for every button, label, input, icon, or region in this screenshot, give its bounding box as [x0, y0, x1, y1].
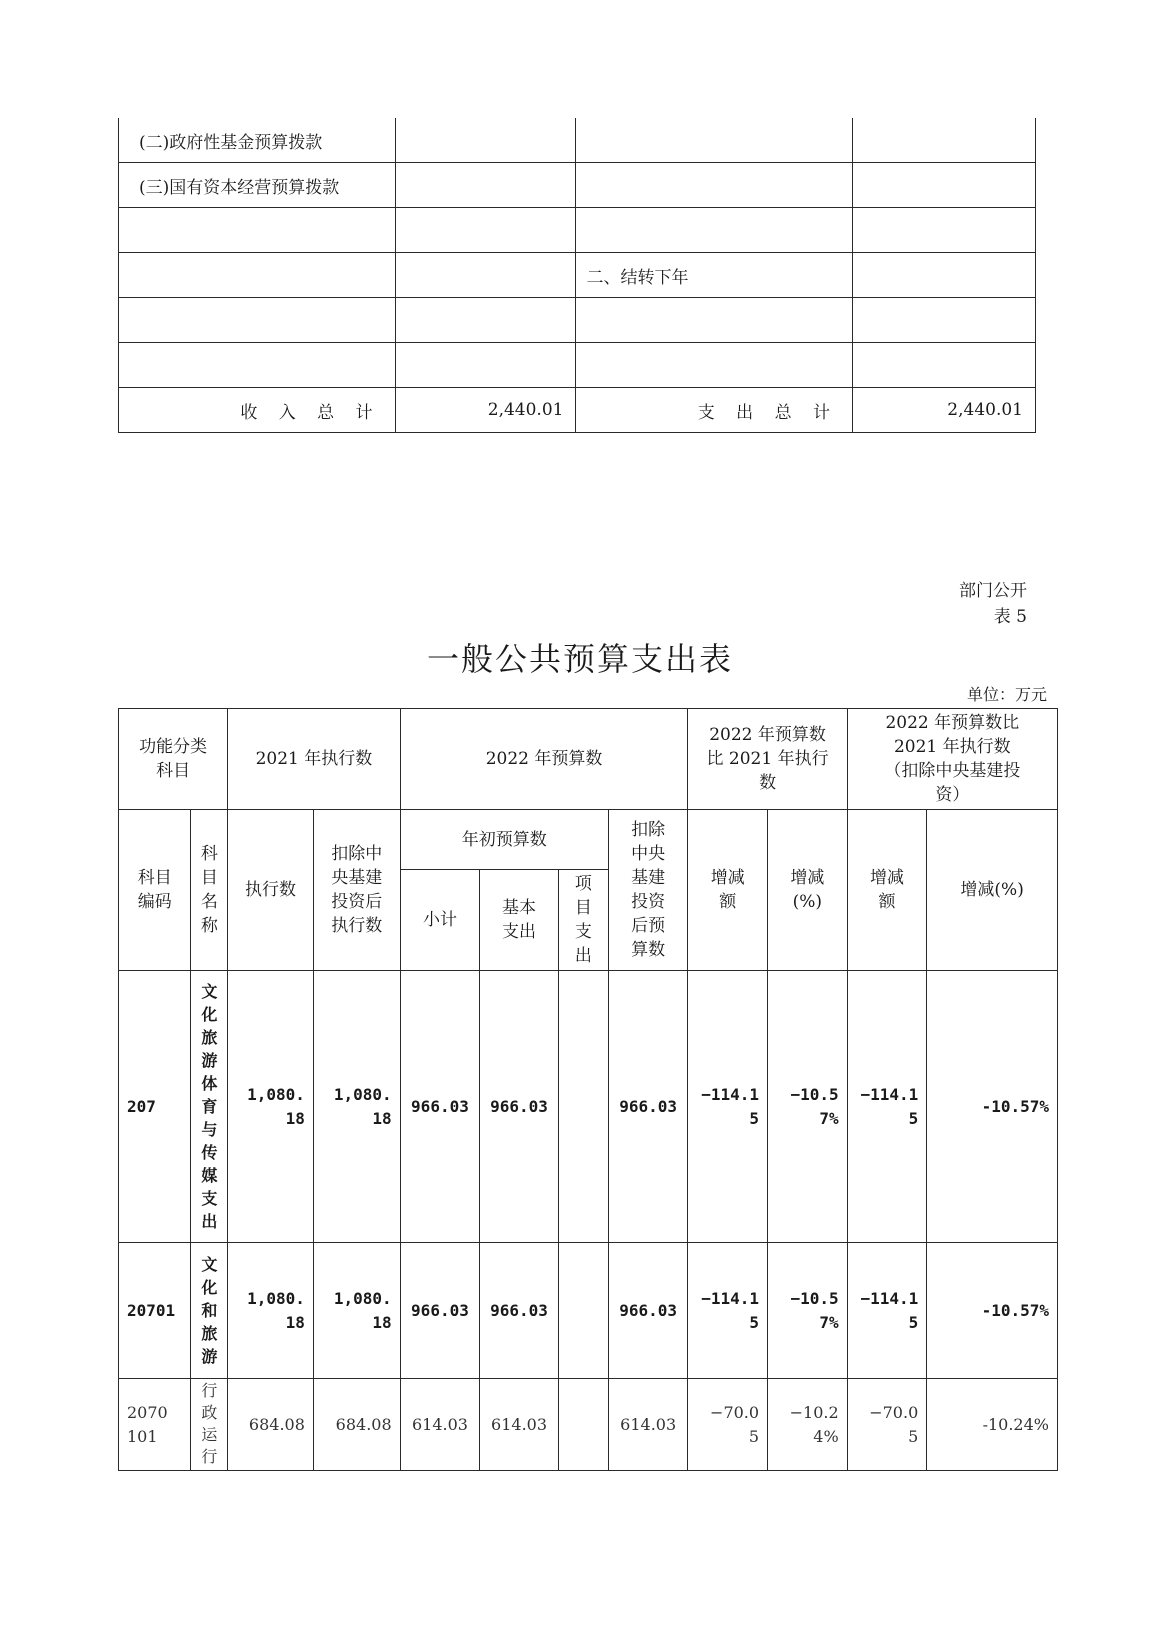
table-row: [119, 298, 1036, 343]
table-row: [119, 971, 1058, 1243]
cell: [119, 298, 396, 343]
income-expense-summary-table: [118, 118, 1036, 433]
row-project: [558, 971, 608, 1243]
cell: [576, 298, 853, 343]
page-title: 一般公共预算支出表: [426, 640, 733, 678]
header-exec: 执行数: [228, 810, 314, 971]
header-basic: [480, 870, 559, 971]
header-inc-pct-2: 增减(%): [927, 810, 1058, 971]
header-name: [191, 810, 228, 971]
table-row: [119, 118, 1036, 163]
header-exec-adj-text: 扣除中央基建投资后执行数: [331, 844, 383, 936]
row-exec-adj: [313, 971, 400, 1243]
row-inc-pct-2: -10.57%: [927, 971, 1058, 1243]
table-number: 表 5: [993, 607, 1027, 627]
cell: [119, 343, 396, 388]
row-subtotal: 614.03: [400, 1379, 480, 1471]
header-func-class-text: 功能分类科目: [139, 737, 208, 781]
cell: [395, 163, 576, 208]
header-2021-exec: 2021 年执行数: [228, 709, 400, 810]
row-inc-amt-1: [688, 1243, 768, 1379]
header-code-text: 科目编码: [137, 868, 172, 912]
row-exec: 684.08: [228, 1379, 314, 1471]
row-basic: 614.03: [480, 1379, 559, 1471]
row-inc-pct-1-text: −10.57%: [790, 1288, 839, 1332]
row-inc-amt-2-text: −114.15: [860, 1288, 919, 1332]
cell: [395, 118, 576, 163]
header-inc-pct-1: [768, 810, 848, 971]
header-exec-adj: [313, 810, 400, 971]
row-inc-amt-1-text: −114.15: [701, 1084, 760, 1128]
row-exec-adj: [313, 1243, 400, 1379]
header-row: [119, 810, 1058, 870]
row-basic: 966.03: [480, 971, 559, 1243]
row-exec-text: 1,080.18: [247, 1084, 305, 1128]
row-inc-amt-2-text: −70.05: [869, 1402, 919, 1446]
unit-label: 单位：万元: [966, 685, 1047, 704]
row-exec-adj: 684.08: [313, 1379, 400, 1471]
cell: [395, 253, 576, 298]
header-inc-pct-1-text: 增减(%): [790, 868, 825, 912]
row-subtotal: 966.03: [400, 971, 480, 1243]
row-project: [558, 1379, 608, 1471]
row-adj-budget: 614.03: [608, 1379, 688, 1471]
header-inc-amt-2: [847, 810, 927, 971]
header-adj-budget-text: 扣除中央基建投资后预算数: [631, 820, 666, 960]
header-compare: [688, 709, 847, 810]
income-total-value: 2,440.01: [395, 388, 576, 433]
header-adj-budget: [608, 810, 688, 971]
row-code: [119, 1379, 191, 1471]
row-inc-pct-1: [768, 1379, 848, 1471]
row-name: [191, 971, 228, 1243]
row-label: (二)政府性基金预算拨款: [119, 118, 396, 163]
row-inc-pct-2: -10.57%: [927, 1243, 1058, 1379]
header-basic-text: 基本支出: [502, 898, 537, 942]
cell: [852, 253, 1035, 298]
row-label: (三)国有资本经营预算拨款: [119, 163, 396, 208]
header-inc-amt-1: [688, 810, 768, 971]
table-row: [119, 253, 1036, 298]
row-inc-pct-1: [768, 1243, 848, 1379]
header-compare-text: 2022 年预算数比 2021 年执行数: [706, 725, 829, 793]
cell: [395, 343, 576, 388]
row-exec-adj-text: 1,080.18: [333, 1288, 392, 1332]
header-func-class: [119, 709, 228, 810]
header-subtotal: 小计: [400, 870, 480, 971]
cell: [119, 208, 396, 253]
row-inc-amt-1: [688, 971, 768, 1243]
header-compare-adj: [847, 709, 1057, 810]
cell: [852, 343, 1035, 388]
row-inc-amt-2: [847, 1379, 927, 1471]
row-name: [191, 1379, 228, 1471]
row-code: 207: [119, 971, 191, 1243]
cell: [119, 253, 396, 298]
header-2022-budget: 2022 年预算数: [400, 709, 688, 810]
row-project: [558, 1243, 608, 1379]
row-inc-amt-1-text: −70.05: [710, 1402, 760, 1446]
row-name: [191, 1243, 228, 1379]
row-exec: [228, 1243, 314, 1379]
row-subtotal: 966.03: [400, 1243, 480, 1379]
row-inc-pct-1-text: −10.57%: [790, 1084, 839, 1128]
general-budget-expense-table: [118, 708, 1058, 1471]
cell: [852, 208, 1035, 253]
header-initial-budget: 年初预算数: [400, 810, 608, 870]
row-code-text: 2070101: [127, 1402, 168, 1446]
cell: [852, 163, 1035, 208]
table-row: [119, 1243, 1058, 1379]
header-row: [119, 709, 1058, 810]
dept-public-label: [959, 578, 1027, 630]
row-inc-amt-2: [847, 1243, 927, 1379]
expense-total-value: 2,440.01: [852, 388, 1035, 433]
row-inc-amt-1-text: −114.15: [701, 1288, 760, 1332]
header-project: [558, 870, 608, 971]
row-code: 20701: [119, 1243, 191, 1379]
row-adj-budget: 966.03: [608, 1243, 688, 1379]
header-compare-adj-text: 2022 年预算数比 2021 年执行数（扣除中央基建投资）: [884, 713, 1021, 805]
row-inc-pct-1: [768, 971, 848, 1243]
cell: [576, 163, 853, 208]
table-row: [119, 163, 1036, 208]
row-inc-amt-2-text: −114.15: [860, 1084, 919, 1128]
row-exec-adj-text: 1,080.18: [333, 1084, 392, 1128]
cell: [852, 118, 1035, 163]
table-row: [119, 1379, 1058, 1471]
row-exec-text: 1,080.18: [247, 1288, 305, 1332]
row-label: 二、结转下年: [576, 253, 853, 298]
dept-line: 部门公开: [959, 581, 1027, 601]
cell: [852, 298, 1035, 343]
row-basic: 966.03: [480, 1243, 559, 1379]
header-inc-amt-1-text: 增减额: [710, 868, 745, 912]
row-name-text: 行政运行: [201, 1381, 218, 1466]
cell: [576, 118, 853, 163]
row-exec: [228, 971, 314, 1243]
header-inc-amt-2-text: 增减额: [869, 868, 904, 912]
header-code: [119, 810, 191, 971]
cell: [576, 208, 853, 253]
expense-total-label: 支 出 总 计: [576, 388, 853, 433]
income-total-label: 收 入 总 计: [119, 388, 396, 433]
table-row: [119, 208, 1036, 253]
row-inc-amt-1: [688, 1379, 768, 1471]
cell: [395, 208, 576, 253]
row-inc-pct-2: -10.24%: [927, 1379, 1058, 1471]
row-name-text: 文化和旅游: [201, 1254, 218, 1366]
header-project-text: 项目支出: [574, 874, 592, 966]
row-name-text: 文化旅游体育与传媒支出: [201, 981, 218, 1231]
total-row: [119, 388, 1036, 433]
row-inc-pct-1-text: −10.24%: [789, 1402, 839, 1446]
header-name-text: 科目名称: [200, 844, 218, 936]
table-row: [119, 343, 1036, 388]
cell: [395, 298, 576, 343]
cell: [576, 343, 853, 388]
row-inc-amt-2: [847, 971, 927, 1243]
row-adj-budget: 966.03: [608, 971, 688, 1243]
